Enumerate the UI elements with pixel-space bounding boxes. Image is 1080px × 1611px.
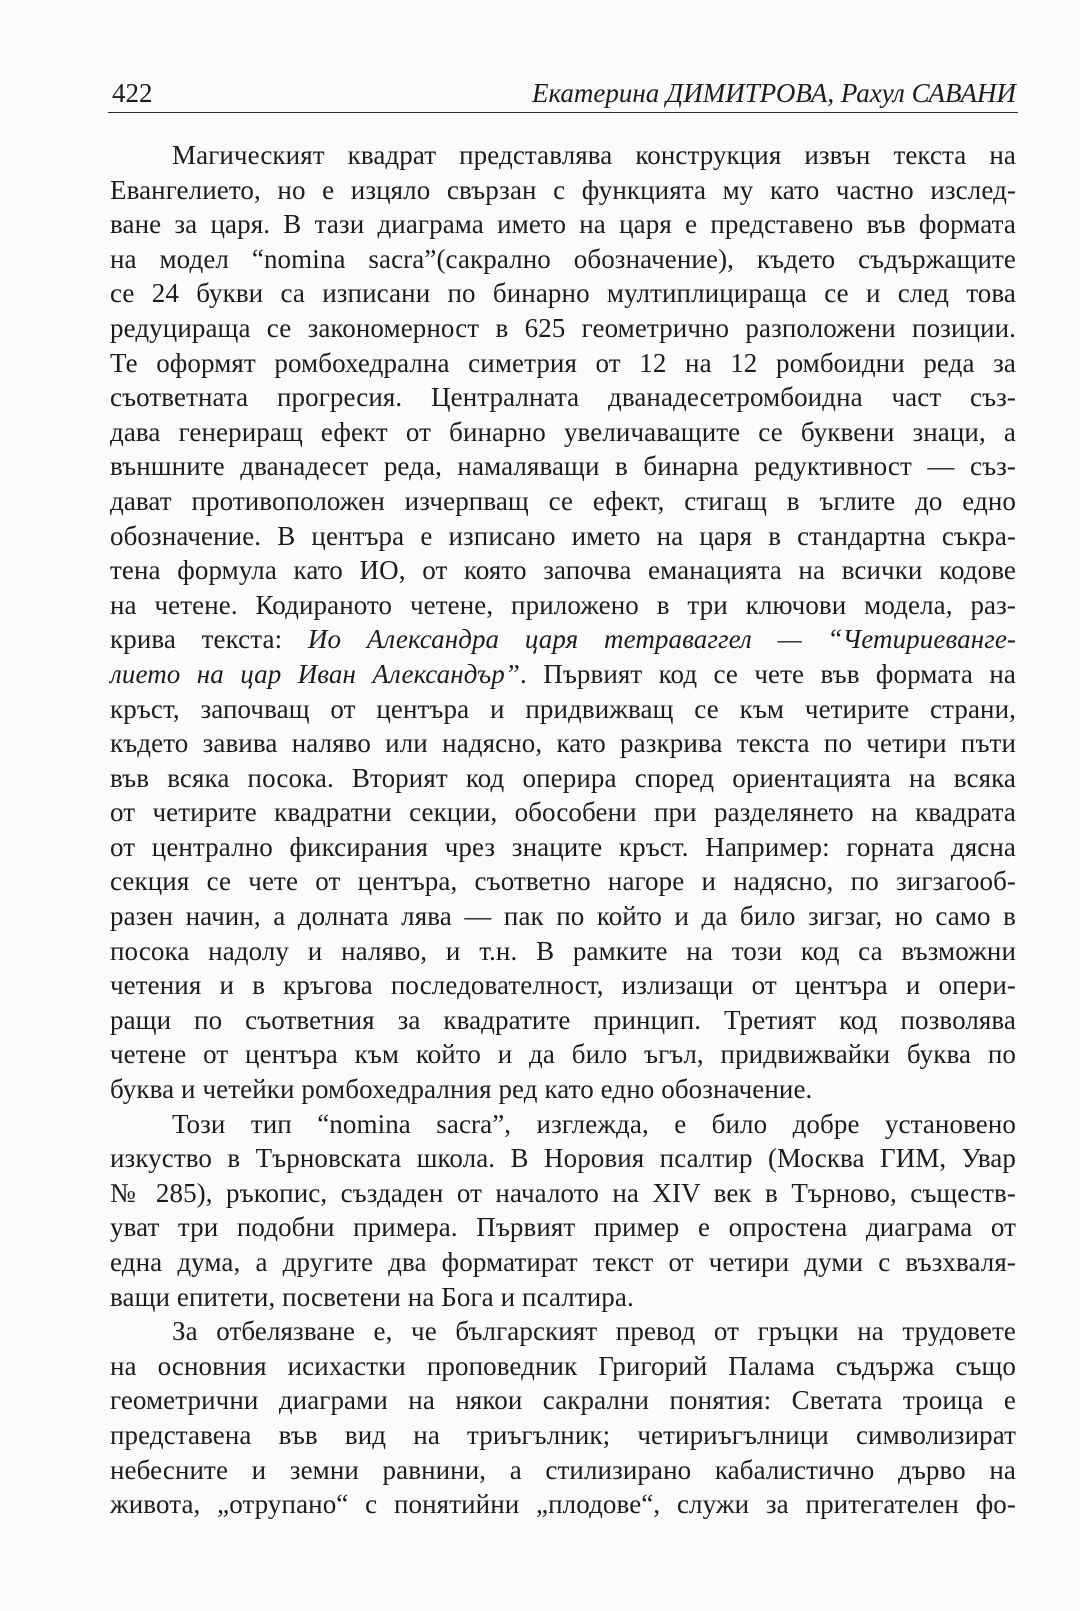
text-line [110, 622, 1016, 657]
text-line: изкуство в Търновската школа. В Норовия псалтир (Москва ГИМ, Увар [110, 1143, 1016, 1174]
text-line: от четирите квадратни секции, обособени при разделянето на квадрата [110, 797, 1016, 828]
text-line: Евангелието, но е изцяло свързан с функцията му като частно изслед- [110, 174, 1016, 205]
text-line: ване за царя. В тази диаграма името на царя е представено във формата [110, 209, 1016, 240]
text-line: на основния исихастки проповедник Григорий Палама съдържа също [110, 1350, 1016, 1381]
text-line: ращи по съответния за квадратите принцип. Третият код позволява [110, 1004, 1016, 1035]
text-line: на модел “nomina sacra”(сакрално обозначение), където съдържащите [110, 243, 1016, 274]
text-line: геометрични диаграми на някои сакрални понятия: Светата троица е [110, 1385, 1016, 1416]
italic-title: Ио Александра царя тетраваггел — “Четириеванге- [307, 624, 1016, 655]
text-line: ващи епитети, посветени на Бога и псалтира. [110, 1281, 634, 1312]
text-line: четене от центъра към който и да било ъгъл, придвижвайки буква по [110, 1039, 1016, 1070]
text-line: За отбелязване е, че българският превод от гръцки на трудовете [172, 1316, 1016, 1347]
text-line: външните дванадесет реда, намаляващи в бинарна редуктивност — съз- [110, 451, 1016, 482]
text-line: една дума, а другите два форматират текст от четири думи с възхваля- [110, 1247, 1016, 1277]
text-line: представена във вид на триъгълник; четириъгълници символизират [110, 1419, 1016, 1450]
text-line: посока надолу и наляво, и т.н. В рамките на този код са възможни [110, 935, 1016, 966]
italic-title: лието на цар Иван Александър” [110, 658, 521, 689]
text-line: небесните и земни равнини, а стилизирано кабалистично дърво на [110, 1454, 1016, 1485]
text-line: Магическият квадрат представлява конструкция извън текста на [172, 140, 1016, 170]
text-line: № 285), ръкопис, създаден от началото на XIV век в Търново, съществ- [110, 1177, 1016, 1208]
text-line: обозначение. В центъра е изписано името на царя в стандартна съкра- [110, 520, 1016, 551]
text-line: тена формула като ИО, от която започва еманацията на всички кодове [110, 555, 1016, 586]
running-header [108, 74, 1018, 113]
text-fragment: . Първият код се чете във формата на [520, 658, 1016, 689]
text-line: съответната прогресия. Централната дванадесетромбоидна част съз- [110, 382, 1016, 413]
text-line: Този тип “nomina sacra”, изглежда, е било добре установено [172, 1108, 1016, 1139]
paragraph-1 [110, 138, 1016, 1107]
text-line: дават противоположен изчерпващ се ефект, стигащ в ъглите до едно [110, 485, 1016, 516]
text-line: от централно фиксирания чрез знаците кръст. Например: горната дясна [110, 831, 1016, 862]
text-line: живота, „отрупано“ с понятийни „плодове“, служи за притегателен фо- [110, 1489, 1016, 1520]
text-line: уват три подобни примера. Първият пример е опростена диаграма от [110, 1212, 1016, 1243]
text-line [110, 657, 1016, 692]
text-line: секция се чете от центъра, съответно нагоре и надясно, по зигзагооб- [110, 866, 1016, 897]
page-number: 422 [112, 78, 153, 108]
text-line: четения и в кръгова последователност, излизащи от центъра и опери- [110, 970, 1016, 1001]
text-line: във всяка посока. Вторият код оперира според ориентацията на всяка [110, 762, 1016, 793]
text-line: се 24 букви са изписани по бинарно мултиплицираща се и след това [110, 278, 1016, 309]
paragraph-3 [110, 1314, 1016, 1522]
text-line: на четене. Кодираното четене, приложено в три ключови модела, раз- [110, 589, 1016, 620]
paragraph-2 [110, 1107, 1016, 1315]
running-header-authors: Екатерина ДИМИТРОВА, Рахул САВАНИ [531, 78, 1016, 108]
text-line: редуцираща се закономерност в 625 геометрично разположени позиции. [110, 312, 1016, 343]
text-line: разен начин, а долната лява — пак по който и да било зигзаг, но само в [110, 901, 1016, 932]
text-line: Те оформят ромбохедрална симетрия от 12 на 12 ромбоидни реда за [110, 347, 1016, 378]
text-line: дава генериращ ефект от бинарно увеличаващите се буквени знаци, а [110, 416, 1016, 447]
text-line: където завива наляво или надясно, като разкрива текста по четири пъти [110, 728, 1016, 759]
text-line: кръст, започващ от центъра и придвижващ се към четирите страни, [110, 693, 1016, 724]
body-text [110, 138, 1016, 1522]
text-line: буква и четейки ромбохедралния ред като едно обозначение. [110, 1074, 813, 1105]
text-fragment: крива текста: [110, 624, 308, 655]
